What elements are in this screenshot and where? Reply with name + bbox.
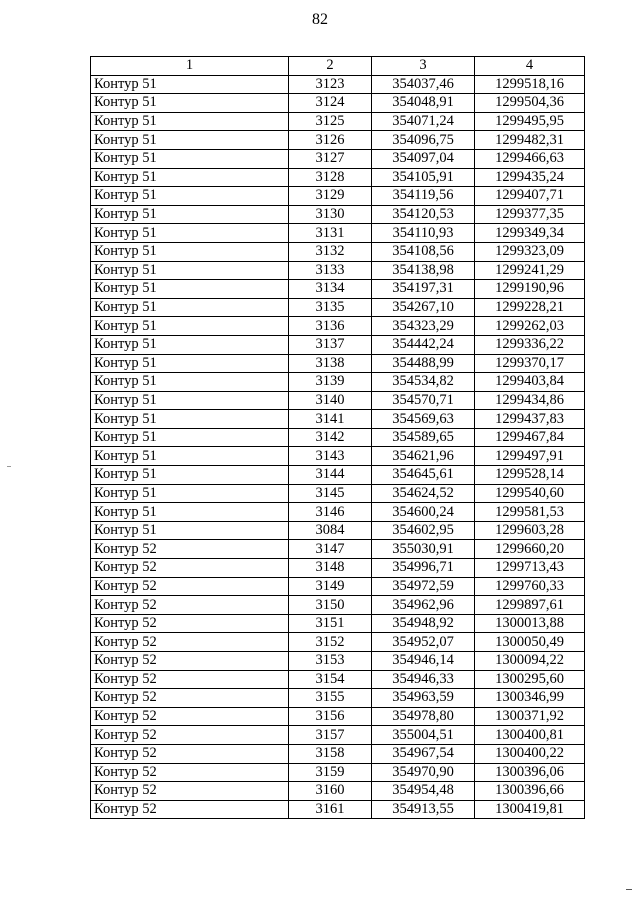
table-body xyxy=(91,75,585,819)
contour-name-cell: Контур 52 xyxy=(91,800,289,819)
table-row xyxy=(91,112,585,131)
point-number-cell: 3130 xyxy=(289,205,372,224)
table-row xyxy=(91,744,585,763)
header-col-3: 3 xyxy=(372,57,475,76)
contour-name-cell: Контур 51 xyxy=(91,187,289,206)
x-coordinate-cell: 354978,80 xyxy=(372,707,475,726)
x-coordinate-cell: 354442,24 xyxy=(372,335,475,354)
point-number-cell: 3141 xyxy=(289,410,372,429)
contour-name-cell: Контур 51 xyxy=(91,466,289,485)
x-coordinate-cell: 354569,63 xyxy=(372,410,475,429)
table-header xyxy=(91,57,585,76)
y-coordinate-cell: 1299467,84 xyxy=(475,428,585,447)
y-coordinate-cell: 1299349,34 xyxy=(475,224,585,243)
y-coordinate-cell: 1299482,31 xyxy=(475,131,585,150)
point-number-cell: 3160 xyxy=(289,782,372,801)
x-coordinate-cell: 354996,71 xyxy=(372,559,475,578)
table-row xyxy=(91,149,585,168)
table-row xyxy=(91,168,585,187)
y-coordinate-cell: 1300295,60 xyxy=(475,670,585,689)
point-number-cell: 3142 xyxy=(289,428,372,447)
point-number-cell: 3146 xyxy=(289,503,372,522)
table-row xyxy=(91,335,585,354)
contour-name-cell: Контур 51 xyxy=(91,131,289,150)
contour-name-cell: Контур 52 xyxy=(91,652,289,671)
y-coordinate-cell: 1299504,36 xyxy=(475,94,585,113)
contour-name-cell: Контур 51 xyxy=(91,242,289,261)
y-coordinate-cell: 1299262,03 xyxy=(475,317,585,336)
point-number-cell: 3134 xyxy=(289,280,372,299)
table-row xyxy=(91,596,585,615)
contour-name-cell: Контур 52 xyxy=(91,707,289,726)
y-coordinate-cell: 1299377,35 xyxy=(475,205,585,224)
contour-name-cell: Контур 52 xyxy=(91,689,289,708)
x-coordinate-cell: 354913,55 xyxy=(372,800,475,819)
x-coordinate-cell: 354645,61 xyxy=(372,466,475,485)
contour-name-cell: Контур 51 xyxy=(91,112,289,131)
contour-name-cell: Контур 52 xyxy=(91,540,289,559)
x-coordinate-cell: 354037,46 xyxy=(372,75,475,94)
header-col-4: 4 xyxy=(475,57,585,76)
contour-name-cell: Контур 51 xyxy=(91,168,289,187)
table-row xyxy=(91,726,585,745)
contour-name-cell: Контур 52 xyxy=(91,726,289,745)
point-number-cell: 3161 xyxy=(289,800,372,819)
contour-name-cell: Контур 51 xyxy=(91,335,289,354)
point-number-cell: 3143 xyxy=(289,447,372,466)
x-coordinate-cell: 354097,04 xyxy=(372,149,475,168)
contour-name-cell: Контур 51 xyxy=(91,149,289,168)
x-coordinate-cell: 354108,56 xyxy=(372,242,475,261)
page-number: 82 xyxy=(312,11,328,28)
table-row xyxy=(91,224,585,243)
contour-name-cell: Контур 51 xyxy=(91,205,289,224)
x-coordinate-cell: 354048,91 xyxy=(372,94,475,113)
x-coordinate-cell: 354962,96 xyxy=(372,596,475,615)
table-row xyxy=(91,298,585,317)
table-row xyxy=(91,689,585,708)
contour-name-cell: Контур 52 xyxy=(91,763,289,782)
x-coordinate-cell: 354600,24 xyxy=(372,503,475,522)
contour-name-cell: Контур 51 xyxy=(91,428,289,447)
table-row xyxy=(91,782,585,801)
x-coordinate-cell: 354946,33 xyxy=(372,670,475,689)
point-number-cell: 3159 xyxy=(289,763,372,782)
y-coordinate-cell: 1299497,91 xyxy=(475,447,585,466)
contour-name-cell: Контур 52 xyxy=(91,596,289,615)
contour-name-cell: Контур 52 xyxy=(91,559,289,578)
table-row xyxy=(91,131,585,150)
y-coordinate-cell: 1300400,22 xyxy=(475,744,585,763)
table-row xyxy=(91,707,585,726)
point-number-cell: 3136 xyxy=(289,317,372,336)
table-row xyxy=(91,187,585,206)
table-row xyxy=(91,94,585,113)
point-number-cell: 3128 xyxy=(289,168,372,187)
point-number-cell: 3139 xyxy=(289,373,372,392)
contour-name-cell: Контур 51 xyxy=(91,503,289,522)
y-coordinate-cell: 1299897,61 xyxy=(475,596,585,615)
y-coordinate-cell: 1299603,28 xyxy=(475,521,585,540)
contour-name-cell: Контур 51 xyxy=(91,280,289,299)
x-coordinate-cell: 354967,54 xyxy=(372,744,475,763)
y-coordinate-cell: 1300094,22 xyxy=(475,652,585,671)
table-row xyxy=(91,428,585,447)
contour-name-cell: Контур 52 xyxy=(91,670,289,689)
y-coordinate-cell: 1299435,24 xyxy=(475,168,585,187)
contour-name-cell: Контур 51 xyxy=(91,75,289,94)
point-number-cell: 3127 xyxy=(289,149,372,168)
contour-name-cell: Контур 52 xyxy=(91,577,289,596)
header-col-2: 2 xyxy=(289,57,372,76)
table-row xyxy=(91,614,585,633)
y-coordinate-cell: 1299540,60 xyxy=(475,484,585,503)
table-row xyxy=(91,261,585,280)
point-number-cell: 3140 xyxy=(289,391,372,410)
table-row xyxy=(91,577,585,596)
point-number-cell: 3154 xyxy=(289,670,372,689)
x-coordinate-cell: 354570,71 xyxy=(372,391,475,410)
y-coordinate-cell: 1299528,14 xyxy=(475,466,585,485)
table-row xyxy=(91,763,585,782)
contour-name-cell: Контур 51 xyxy=(91,391,289,410)
table-row xyxy=(91,484,585,503)
x-coordinate-cell: 354071,24 xyxy=(372,112,475,131)
point-number-cell: 3133 xyxy=(289,261,372,280)
point-number-cell: 3131 xyxy=(289,224,372,243)
y-coordinate-cell: 1299241,29 xyxy=(475,261,585,280)
table-row xyxy=(91,317,585,336)
y-coordinate-cell: 1299403,84 xyxy=(475,373,585,392)
y-coordinate-cell: 1299370,17 xyxy=(475,354,585,373)
header-row xyxy=(91,57,585,76)
point-number-cell: 3129 xyxy=(289,187,372,206)
contour-name-cell: Контур 51 xyxy=(91,94,289,113)
x-coordinate-cell: 354323,29 xyxy=(372,317,475,336)
point-number-cell: 3157 xyxy=(289,726,372,745)
contour-name-cell: Контур 51 xyxy=(91,484,289,503)
x-coordinate-cell: 354589,65 xyxy=(372,428,475,447)
y-coordinate-cell: 1299228,21 xyxy=(475,298,585,317)
contour-name-cell: Контур 51 xyxy=(91,224,289,243)
y-coordinate-cell: 1299760,33 xyxy=(475,577,585,596)
y-coordinate-cell: 1300419,81 xyxy=(475,800,585,819)
contour-name-cell: Контур 52 xyxy=(91,782,289,801)
y-coordinate-cell: 1300346,99 xyxy=(475,689,585,708)
contour-name-cell: Контур 51 xyxy=(91,261,289,280)
y-coordinate-cell: 1300396,06 xyxy=(475,763,585,782)
point-number-cell: 3124 xyxy=(289,94,372,113)
x-coordinate-cell: 354120,53 xyxy=(372,205,475,224)
x-coordinate-cell: 355004,51 xyxy=(372,726,475,745)
x-coordinate-cell: 354534,82 xyxy=(372,373,475,392)
point-number-cell: 3150 xyxy=(289,596,372,615)
point-number-cell: 3132 xyxy=(289,242,372,261)
contour-name-cell: Контур 52 xyxy=(91,633,289,652)
x-coordinate-cell: 354946,14 xyxy=(372,652,475,671)
y-coordinate-cell: 1299190,96 xyxy=(475,280,585,299)
x-coordinate-cell: 354602,95 xyxy=(372,521,475,540)
point-number-cell: 3148 xyxy=(289,559,372,578)
x-coordinate-cell: 354952,07 xyxy=(372,633,475,652)
x-coordinate-cell: 354267,10 xyxy=(372,298,475,317)
point-number-cell: 3145 xyxy=(289,484,372,503)
contour-name-cell: Контур 51 xyxy=(91,521,289,540)
table-row xyxy=(91,466,585,485)
table-row xyxy=(91,633,585,652)
point-number-cell: 3144 xyxy=(289,466,372,485)
point-number-cell: 3125 xyxy=(289,112,372,131)
scan-corner-mark xyxy=(626,889,632,890)
y-coordinate-cell: 1299336,22 xyxy=(475,335,585,354)
contour-name-cell: Контур 51 xyxy=(91,373,289,392)
x-coordinate-cell: 354970,90 xyxy=(372,763,475,782)
point-number-cell: 3155 xyxy=(289,689,372,708)
table-row xyxy=(91,75,585,94)
x-coordinate-cell: 354972,59 xyxy=(372,577,475,596)
y-coordinate-cell: 1300371,92 xyxy=(475,707,585,726)
x-coordinate-cell: 354948,92 xyxy=(372,614,475,633)
x-coordinate-cell: 354119,56 xyxy=(372,187,475,206)
x-coordinate-cell: 354105,91 xyxy=(372,168,475,187)
y-coordinate-cell: 1299323,09 xyxy=(475,242,585,261)
table-row xyxy=(91,652,585,671)
table-row xyxy=(91,242,585,261)
point-number-cell: 3123 xyxy=(289,75,372,94)
table-row xyxy=(91,373,585,392)
contour-name-cell: Контур 51 xyxy=(91,317,289,336)
x-coordinate-cell: 354197,31 xyxy=(372,280,475,299)
y-coordinate-cell: 1299518,16 xyxy=(475,75,585,94)
table-row xyxy=(91,447,585,466)
header-col-1: 1 xyxy=(91,57,289,76)
x-coordinate-cell: 354621,96 xyxy=(372,447,475,466)
point-number-cell: 3156 xyxy=(289,707,372,726)
x-coordinate-cell: 354624,52 xyxy=(372,484,475,503)
table-row xyxy=(91,410,585,429)
table-row xyxy=(91,503,585,522)
point-number-cell: 3158 xyxy=(289,744,372,763)
x-coordinate-cell: 354110,93 xyxy=(372,224,475,243)
point-number-cell: 3153 xyxy=(289,652,372,671)
y-coordinate-cell: 1299581,53 xyxy=(475,503,585,522)
point-number-cell: 3149 xyxy=(289,577,372,596)
point-number-cell: 3084 xyxy=(289,521,372,540)
contour-name-cell: Контур 51 xyxy=(91,354,289,373)
coordinates-table xyxy=(90,56,585,819)
contour-name-cell: Контур 52 xyxy=(91,614,289,633)
y-coordinate-cell: 1299437,83 xyxy=(475,410,585,429)
x-coordinate-cell: 354138,98 xyxy=(372,261,475,280)
y-coordinate-cell: 1299434,86 xyxy=(475,391,585,410)
scan-edge-mark xyxy=(7,466,11,467)
x-coordinate-cell: 355030,91 xyxy=(372,540,475,559)
contour-name-cell: Контур 51 xyxy=(91,410,289,429)
table-row xyxy=(91,670,585,689)
point-number-cell: 3152 xyxy=(289,633,372,652)
y-coordinate-cell: 1300400,81 xyxy=(475,726,585,745)
y-coordinate-cell: 1300013,88 xyxy=(475,614,585,633)
point-number-cell: 3151 xyxy=(289,614,372,633)
y-coordinate-cell: 1299495,95 xyxy=(475,112,585,131)
contour-name-cell: Контур 51 xyxy=(91,298,289,317)
x-coordinate-cell: 354963,59 xyxy=(372,689,475,708)
table-row xyxy=(91,391,585,410)
point-number-cell: 3147 xyxy=(289,540,372,559)
y-coordinate-cell: 1299660,20 xyxy=(475,540,585,559)
y-coordinate-cell: 1300396,66 xyxy=(475,782,585,801)
y-coordinate-cell: 1299713,43 xyxy=(475,559,585,578)
table-row xyxy=(91,800,585,819)
y-coordinate-cell: 1299407,71 xyxy=(475,187,585,206)
x-coordinate-cell: 354488,99 xyxy=(372,354,475,373)
table-row xyxy=(91,280,585,299)
x-coordinate-cell: 354096,75 xyxy=(372,131,475,150)
contour-name-cell: Контур 51 xyxy=(91,447,289,466)
x-coordinate-cell: 354954,48 xyxy=(372,782,475,801)
table-row xyxy=(91,540,585,559)
table-row xyxy=(91,354,585,373)
point-number-cell: 3138 xyxy=(289,354,372,373)
contour-name-cell: Контур 52 xyxy=(91,744,289,763)
table-row xyxy=(91,205,585,224)
point-number-cell: 3126 xyxy=(289,131,372,150)
point-number-cell: 3135 xyxy=(289,298,372,317)
table-row xyxy=(91,521,585,540)
y-coordinate-cell: 1299466,63 xyxy=(475,149,585,168)
y-coordinate-cell: 1300050,49 xyxy=(475,633,585,652)
point-number-cell: 3137 xyxy=(289,335,372,354)
table-row xyxy=(91,559,585,578)
